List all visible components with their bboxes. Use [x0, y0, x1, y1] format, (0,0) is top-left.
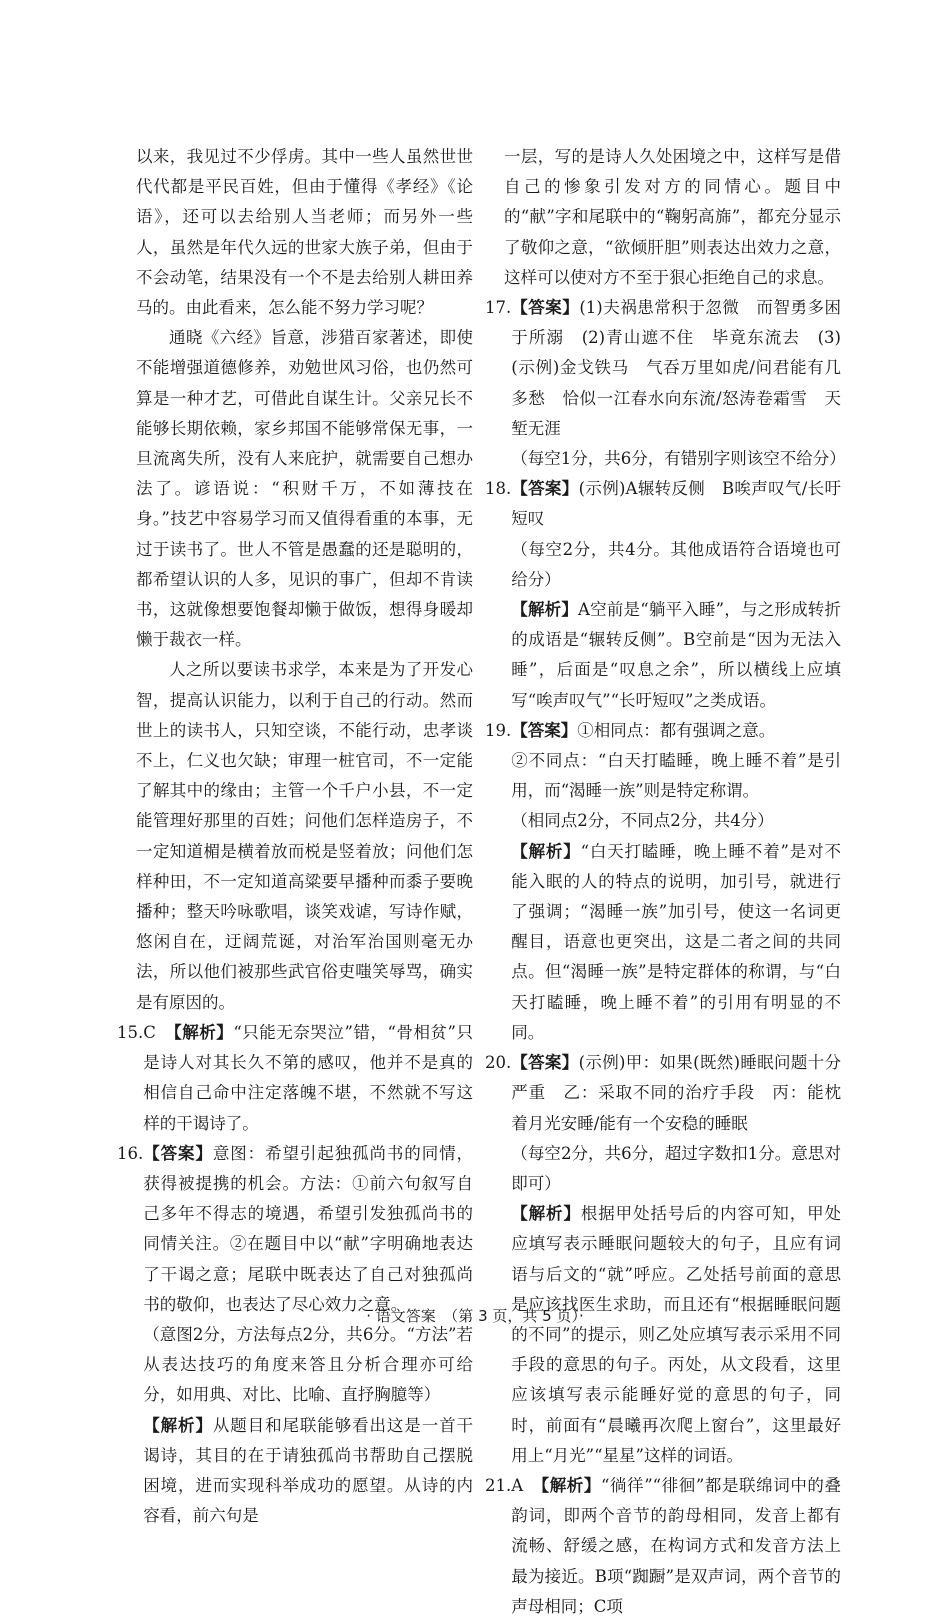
answer-text: ①相同点：都有强调之意。 — [577, 720, 776, 740]
question-number: 20. — [485, 1053, 512, 1073]
answer-tag: 【答案】 — [511, 720, 578, 740]
answer-text: (1)夫祸患常积于忽微 而智勇多困于所溺 (2)青山遮不住 毕竟东流去 (3)(示例)金戈铁马 气吞万里如虎/问君能有几多愁 恰似一江春水向东流/怒涛卷霜雪 天堑无涯 — [511, 298, 842, 438]
score-note: （每空2分，共6分，超过字数扣1分。意思对即可） — [511, 1143, 841, 1193]
question-16-continued: 一层，写的是诗人久处困境之中，这样写是借自己的惨象引发对方的同情心。题目中的“献”字和尾联中的“鞠躬高旆”，都充分显示了敬仰之意，“欲倾肝胆”则表达出效力之意，这样可以使对方不至于狠心拒绝自己的求息。 — [504, 147, 841, 287]
answer-tag: 【答案】 — [511, 1053, 579, 1073]
question-20 — [485, 1048, 841, 1471]
analysis-tag: 【解析】 — [143, 1415, 213, 1435]
score-note: （相同点2分，不同点2分，共4分） — [511, 811, 774, 831]
question-number: 21. — [485, 1475, 512, 1495]
question-number: 18. — [485, 479, 512, 499]
translation-paragraph-1: 以来，我见过不少俘虏。其中一些人虽然世世代代都是平民百姓，但由于懂得《孝经》《论语》，还可以去给别人当老师；而另外一些人，虽然是年代久远的世家大族子弟，但由于不会动笔，结果没有一个不是去给别人耕田养马的。由此看来，怎么能不努力学习呢？ — [136, 147, 473, 318]
answer-tag: 【答案】 — [511, 479, 579, 499]
answer-text: 意图：希望引起独孤尚书的同情，获得被提携的机会。方法：①前六句叙写自己多年不得志的境遇，希望引发独孤尚书的同情关注。②在题目中以“献”字明确地表达了干谒之意；尾联中既表达了自己对独孤尚书的敬仰，也表达了尽心效力之意。 — [143, 1143, 474, 1314]
analysis-tag: 【解析】 — [511, 1204, 581, 1224]
answer-text-2: ②不同点：“白天打瞌睡，晚上睡不着”是引用，而“渴睡一族”则是特定称谓。 — [511, 751, 841, 801]
answer-tag: 【答案】 — [511, 298, 580, 318]
score-note: （意图2分，方法每点2分，共6分。“方法”若从表达技巧的角度来答且分析合理亦可给分，如用典、对比、比喻、直抒胸臆等） — [143, 1324, 473, 1405]
question-21 — [485, 1471, 841, 1622]
analysis-tag: 【解析】 — [173, 1022, 234, 1042]
analysis-tag: 【解析】 — [511, 600, 579, 620]
answer-choice: C — [143, 1022, 156, 1042]
question-number: 16. — [117, 1143, 144, 1163]
question-number: 17. — [485, 298, 512, 318]
score-note: （每空1分，共6分，有错别字则该空不给分） — [511, 449, 846, 469]
analysis-tag: 【解析】 — [540, 1475, 601, 1495]
analysis-text: “徜徉”“徘徊”都是联绵词中的叠韵词，即两个音节的韵母相同，发音上都有流畅、舒缓之感，在构词方式和发音方法上最为接近。B项“踟蹰”是双声词，两个音节的声母相同；C项 — [511, 1475, 842, 1616]
translation-paragraph-3: 人之所以要读书求学，本来是为了开发心智，提高认识能力，以利于自己的行动。然而世上的读书人，只知空谈，不能行动，忠孝谈不上，仁义也欠缺；审理一桩官司，不一定能了解其中的缘由；主管一个千户小县，不一定能管理好那里的百姓；问他们怎样造房子，不一定知道楣是横着放而棁是竖着放；问他们怎样种田，不一定知道高粱要早播种而黍子要晚播种；整天吟咏歌唱，谈笑戏谑，写诗作赋，悠闲自在，迂阔荒诞，对治军治国则毫无办法，所以他们被那些武官俗吏嗤笑辱骂，确实是有原因的。 — [136, 660, 473, 1012]
analysis-text: 根据甲处括号后的内容可知，甲处应填写表示睡眠问题较大的句子，且应有词语与后文的“就”呼应。乙处括号前面的意思是应该找医生求助，而且还有“根据睡眠问题的不同”的提示，则乙处应填写表示采用不同手段的意思的句子。丙处，从文段看，这里应该填写表示能睡好觉的意思的句子，同时，前面有“晨曦再次爬上窗台”，这里最好用上“月光”“星星”这样的词语。 — [511, 1204, 842, 1465]
answer-text: (示例)A辗转反侧 B唉声叹气/长吁短叹 — [511, 479, 841, 529]
question-15 — [117, 1018, 473, 1139]
analysis-tag: 【解析】 — [511, 841, 581, 861]
answer-text: (示例)甲：如果(既然)睡眠问题十分严重 乙：采取不同的治疗手段 丙：能枕着月光安睡/能有一个安稳的睡眠 — [511, 1053, 842, 1133]
question-number: 15. — [117, 1022, 144, 1042]
question-17 — [485, 293, 846, 474]
analysis-text: A空前是“躺平入睡”，与之形成转折的成语是“辗转反侧”。B空前是“因为无法入睡”，后面是“叹息之余”，所以横线上应填写“唉声叹气”“长吁短叹”之类成语。 — [511, 600, 841, 710]
score-note: （每空2分，共4分。其他成语符合语境也可给分） — [511, 539, 841, 589]
analysis-text: “只能无奈哭泣”错，“骨相贫”只是诗人对其长久不第的感叹，他并不是真的相信自己命中注定落魄不堪，不然就不写这样的干谒诗了。 — [143, 1022, 474, 1133]
translation-paragraph-2: 通晓《六经》旨意，涉猎百家著述，即使不能增强道德修养，劝勉世风习俗，也仍然可算是一种才艺，可借此自谋生计。父亲兄长不能够长期依赖，家乡邦国不能够常保无事，一旦流离失所，没有人来庇护，就需要自己想办法了。谚语说：“积财千万，不如薄技在身。”技艺中容易学习而又值得看重的本事，无过于读书了。世人不管是愚蠢的还是聪明的，都希望认识的人多，见识的事广，但却不肯读书，这就像想要饱餐却懒于做饭，想得身暖却懒于裁衣一样。 — [136, 328, 473, 650]
question-16 — [117, 1139, 473, 1532]
page-footer: · 语文答案 （第 3 页，共 5 页）· — [366, 1307, 584, 1325]
analysis-text: 从题目和尾联能够看出这是一首干谒诗，其目的在于请独孤尚书帮助自己摆脱困境，进而实现科举成功的愿望。从诗的内容看，前六句是 — [143, 1415, 474, 1526]
question-18 — [485, 474, 841, 716]
right-column — [485, 142, 846, 1622]
answer-tag: 【答案】 — [143, 1143, 213, 1163]
answer-choice: A — [511, 1475, 524, 1495]
analysis-text: “白天打瞌睡，晚上睡不着”是对不能入眠的人的特点的说明，加引号，就进行了强调；“渴睡一族”加引号，使这一名词更醒目，语意也更突出，这是二者之间的共同点。但“渴睡一族”是特定群体的称谓，与“白天打瞌睡，晚上睡不着”的引用有明显的不同。 — [511, 841, 841, 1042]
question-19 — [485, 716, 841, 1048]
question-number: 19. — [485, 720, 512, 740]
